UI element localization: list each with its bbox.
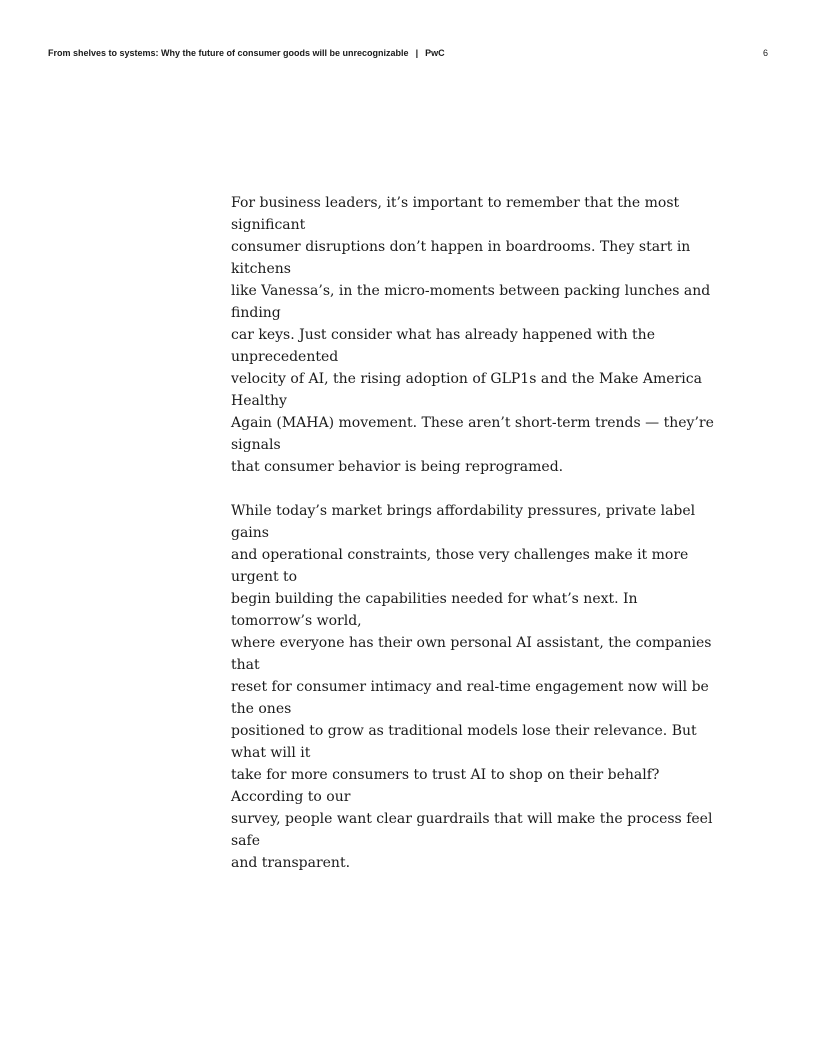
header-separator: | <box>415 48 419 58</box>
brand-name: PwC <box>425 48 445 58</box>
document-title: From shelves to systems: Why the future of consumer goods will be unrecognizable <box>48 48 409 58</box>
paragraph-market-pressures: While today’s market brings affordability pressures, private label gains and operational constraints, those very challenges make it more urgent to begin building the capabilities needed for what’s next. In tomorrow’s world, where everyone has their own personal AI assistant, the companies that reset for consumer intimacy and real-time engagement now will be the ones positioned to grow as traditional models lose their relevance. But what will it take for more consumers to trust AI to shop on their behalf? According to our survey, people want clear guardrails that will make the process feel safe and transparent. <box>231 503 713 871</box>
body-text <box>231 192 723 874</box>
page-number: 6 <box>762 48 768 58</box>
running-header <box>48 46 768 60</box>
paragraph-business-leaders: For business leaders, it’s important to remember that the most significant consumer disruptions don’t happen in boardrooms. They start in kitchens like Vanessa’s, in the micro-moments between packing lunches and finding car keys. Just consider what has already happened with the unprecedented velocity of AI, the rising adoption of GLP1s and the Make America Healthy Again (MAHA) movement. These aren’t short-term trends — they’re signals that consumer behavior is being reprogramed. <box>231 195 714 475</box>
